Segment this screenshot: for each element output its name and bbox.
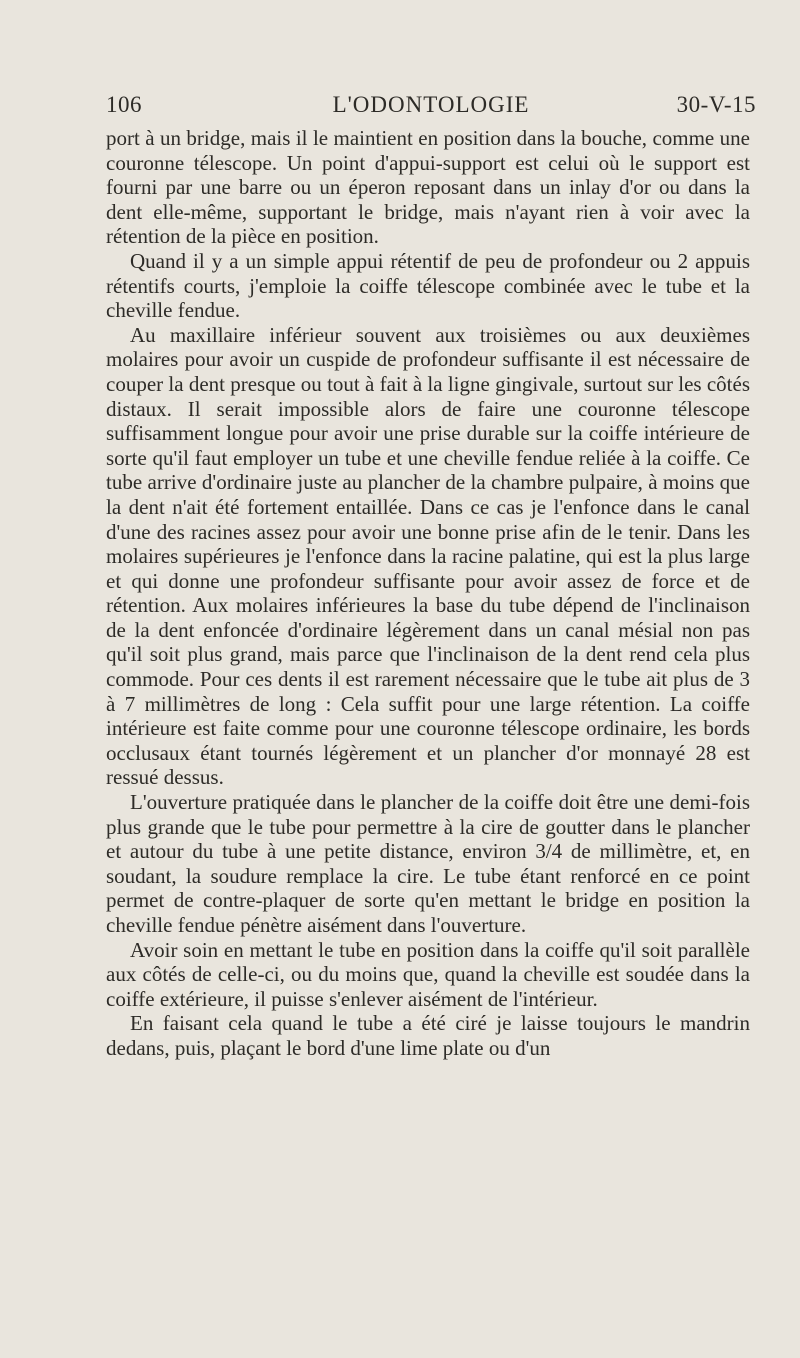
paragraph-1: port à un bridge, mais il le maintient en position dans la bouche, comme une couronne télescope. Un point d'appui-support est celui où le support est fourni par une barre ou un éperon reposant dans un inlay d'or ou dans la dent elle-même, supportant le bridge, mais n'ayant rien à voir avec la rétention de la pièce en position. xyxy=(106,126,750,249)
running-header xyxy=(106,92,756,122)
paragraph-6: En faisant cela quand le tube a été ciré je laisse toujours le mandrin dedans, puis, plaçant le bord d'une lime plate ou d'un xyxy=(106,1011,750,1060)
paragraph-3: Au maxillaire inférieur souvent aux troisièmes ou aux deuxièmes molaires pour avoir un cuspide de profondeur suffisante il est nécessaire de couper la dent presque ou tout à fait à la ligne gingivale, surtout sur les côtés distaux. Il serait impossible alors de faire une couronne télescope suffisamment longue pour avoir une prise durable sur la coiffe intérieure de sorte qu'il faut employer un tube et une cheville fendue reliée à la coiffe. Ce tube arrive d'ordinaire juste au plancher de la chambre pulpaire, à moins que la dent n'ait été fortement entaillée. Dans ce cas je l'enfonce dans le canal d'une des racines assez pour avoir une bonne prise afin de le tenir. Dans les molaires supérieures je l'enfonce dans la racine palatine, qui est la plus large et qui donne une profondeur suffisante pour avoir assez de force et de rétention. Aux molaires inférieures la base du tube dépend de l'inclinaison de la dent enfoncée d'ordinaire légèrement dans un canal mésial non pas qu'il soit plus grand, mais parce que l'inclinaison de la dent rend cela plus commode. Pour ces dents il est rarement nécessaire que le tube ait plus de 3 à 7 millimètres de long : Cela suffit pour une large rétention. La coiffe intérieure est faite comme pour une couronne télescope ordinaire, les bords occlusaux étant tournés légèrement et un plancher d'or monnayé 28 est ressué dessus. xyxy=(106,322,750,790)
paragraph-2: Quand il y a un simple appui rétentif de peu de profondeur ou 2 appuis rétentifs courts, j'emploie la coiffe télescope combinée avec le tube et la cheville fendue. xyxy=(106,248,750,323)
paragraph-4: L'ouverture pratiquée dans le plancher de la coiffe doit être une demi-fois plus grande que le tube pour permettre à la cire de goutter dans le plancher et autour du tube à une petite distance, environ 3/4 de millimètre, et, en soudant, la soudure remplace la cire. Le tube étant renforcé en ce point permet de contre-plaquer de sorte qu'en mettant le bridge en position la cheville fendue pénètre aisément dans l'ouverture. xyxy=(106,790,750,937)
page-number: 106 xyxy=(106,92,142,117)
article-body xyxy=(106,126,750,1061)
issue-date: 30-V-15 xyxy=(676,92,756,117)
journal-title: L'ODONTOLOGIE xyxy=(332,92,530,117)
paragraph-5: Avoir soin en mettant le tube en position dans la coiffe qu'il soit parallèle aux côtés de celle-ci, ou du moins que, quand la cheville est soudée dans la coiffe extérieure, il puisse s'enlever aisément de l'intérieur. xyxy=(106,937,750,1011)
